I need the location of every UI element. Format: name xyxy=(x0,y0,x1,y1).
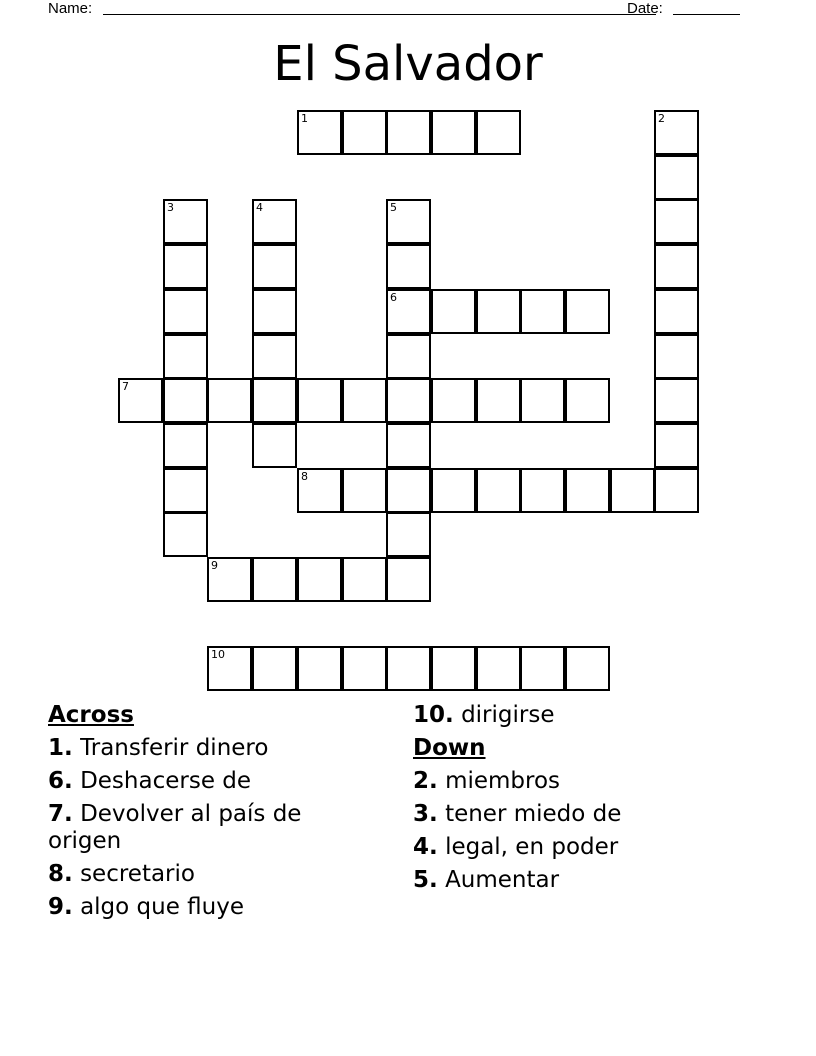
clue-text: miembros xyxy=(445,768,561,794)
crossword-cell[interactable] xyxy=(163,244,208,289)
cell-number: 8 xyxy=(301,470,308,483)
clue-text: Transferir dinero xyxy=(80,735,269,761)
crossword-cell[interactable] xyxy=(386,646,431,691)
clue-number: 8. xyxy=(48,861,73,887)
crossword-cell[interactable] xyxy=(431,378,476,423)
clue-across-6 xyxy=(48,768,368,795)
crossword-cell[interactable] xyxy=(163,334,208,379)
crossword-cell[interactable] xyxy=(163,199,208,244)
clue-number: 5. xyxy=(413,867,438,893)
crossword-cell[interactable] xyxy=(252,378,297,423)
clues-column-left xyxy=(48,702,368,927)
clue-number: 1. xyxy=(48,735,73,761)
crossword-cell[interactable] xyxy=(252,289,297,334)
crossword-cell[interactable] xyxy=(654,468,699,513)
clue-text: tener miedo de xyxy=(445,801,622,827)
clue-number: 9. xyxy=(48,894,73,920)
crossword-cell[interactable] xyxy=(342,557,387,602)
crossword-cell[interactable] xyxy=(297,468,342,513)
down-heading: Down xyxy=(413,735,486,761)
crossword-cell[interactable] xyxy=(476,468,521,513)
name-label: Name: xyxy=(48,0,93,17)
crossword-cell[interactable] xyxy=(386,110,431,155)
clue-text: algo que fluye xyxy=(80,894,244,920)
clue-across-10 xyxy=(413,702,753,729)
crossword-cell[interactable] xyxy=(431,646,476,691)
crossword-cell[interactable] xyxy=(476,110,521,155)
crossword-cell[interactable] xyxy=(386,423,431,468)
crossword-cell[interactable] xyxy=(476,646,521,691)
crossword-cell[interactable] xyxy=(386,244,431,289)
crossword-cell[interactable] xyxy=(297,557,342,602)
crossword-cell[interactable] xyxy=(520,468,565,513)
crossword-cell[interactable] xyxy=(386,512,431,557)
clue-number: 2. xyxy=(413,768,438,794)
clue-number: 6. xyxy=(48,768,73,794)
crossword-cell[interactable] xyxy=(252,334,297,379)
clue-text: dirigirse xyxy=(461,702,555,728)
clue-down-2 xyxy=(413,768,753,795)
crossword-cell[interactable] xyxy=(654,199,699,244)
cell-number: 3 xyxy=(167,201,174,214)
crossword-cell[interactable] xyxy=(565,378,610,423)
crossword-cell[interactable] xyxy=(297,378,342,423)
crossword-cell[interactable] xyxy=(654,289,699,334)
crossword-cell[interactable] xyxy=(431,468,476,513)
crossword-cell[interactable] xyxy=(520,378,565,423)
crossword-cell[interactable] xyxy=(252,423,297,468)
clue-across-7 xyxy=(48,801,368,855)
crossword-cell[interactable] xyxy=(207,557,252,602)
crossword-cell[interactable] xyxy=(431,110,476,155)
crossword-cell[interactable] xyxy=(297,646,342,691)
crossword-cell[interactable] xyxy=(207,378,252,423)
clue-number: 3. xyxy=(413,801,438,827)
crossword-cell[interactable] xyxy=(610,468,655,513)
crossword-cell[interactable] xyxy=(163,378,208,423)
crossword-cell[interactable] xyxy=(342,468,387,513)
crossword-cell[interactable] xyxy=(297,110,342,155)
clue-across-8 xyxy=(48,861,368,888)
crossword-cell[interactable] xyxy=(207,646,252,691)
crossword-cell[interactable] xyxy=(520,646,565,691)
crossword-cell[interactable] xyxy=(163,512,208,557)
crossword-cell[interactable] xyxy=(342,646,387,691)
crossword-cell[interactable] xyxy=(654,110,699,155)
crossword-cell[interactable] xyxy=(431,289,476,334)
clue-text: legal, en poder xyxy=(445,834,619,860)
clue-text: Deshacerse de xyxy=(80,768,252,794)
crossword-cell[interactable] xyxy=(252,199,297,244)
clue-number: 4. xyxy=(413,834,438,860)
crossword-cell[interactable] xyxy=(252,557,297,602)
cell-number: 9 xyxy=(211,559,218,572)
crossword-cell[interactable] xyxy=(654,334,699,379)
cell-number: 6 xyxy=(390,291,397,304)
crossword-cell[interactable] xyxy=(654,378,699,423)
clues-column-right xyxy=(413,702,753,900)
across-heading: Across xyxy=(48,702,134,728)
cell-number: 5 xyxy=(390,201,397,214)
crossword-cell[interactable] xyxy=(476,378,521,423)
crossword-cell[interactable] xyxy=(386,378,431,423)
cell-number: 2 xyxy=(658,112,665,125)
crossword-cell[interactable] xyxy=(386,468,431,513)
crossword-cell[interactable] xyxy=(252,646,297,691)
crossword-cell[interactable] xyxy=(342,378,387,423)
date-label: Date: xyxy=(627,0,663,17)
clue-text: Devolver al país de origen xyxy=(48,801,302,854)
clue-down-4 xyxy=(413,834,753,861)
clue-across-9 xyxy=(48,894,368,921)
crossword-cell[interactable] xyxy=(386,557,431,602)
crossword-cell[interactable] xyxy=(654,423,699,468)
clue-text: secretario xyxy=(80,861,195,887)
crossword-cell[interactable] xyxy=(386,334,431,379)
crossword-cell[interactable] xyxy=(565,289,610,334)
clue-down-3 xyxy=(413,801,753,828)
crossword-cell[interactable] xyxy=(118,378,163,423)
clue-number: 10. xyxy=(413,702,454,728)
page-title: El Salvador xyxy=(273,36,543,92)
crossword-cell[interactable] xyxy=(565,468,610,513)
crossword-cell[interactable] xyxy=(520,289,565,334)
crossword-cell[interactable] xyxy=(386,289,431,334)
crossword-cell[interactable] xyxy=(163,423,208,468)
clue-across-1 xyxy=(48,735,368,762)
crossword-cell[interactable] xyxy=(565,646,610,691)
crossword-cell[interactable] xyxy=(163,468,208,513)
clue-number: 7. xyxy=(48,801,73,827)
crossword-cell[interactable] xyxy=(476,289,521,334)
cell-number: 10 xyxy=(211,648,225,661)
clue-down-5 xyxy=(413,867,753,894)
clue-text: Aumentar xyxy=(445,867,560,893)
cell-number: 4 xyxy=(256,201,263,214)
crossword-cell[interactable] xyxy=(654,244,699,289)
cell-number: 7 xyxy=(122,380,129,393)
crossword-cell[interactable] xyxy=(163,289,208,334)
crossword-cell[interactable] xyxy=(386,199,431,244)
cell-number: 1 xyxy=(301,112,308,125)
crossword-cell[interactable] xyxy=(342,110,387,155)
crossword-cell[interactable] xyxy=(252,244,297,289)
crossword-cell[interactable] xyxy=(654,155,699,200)
